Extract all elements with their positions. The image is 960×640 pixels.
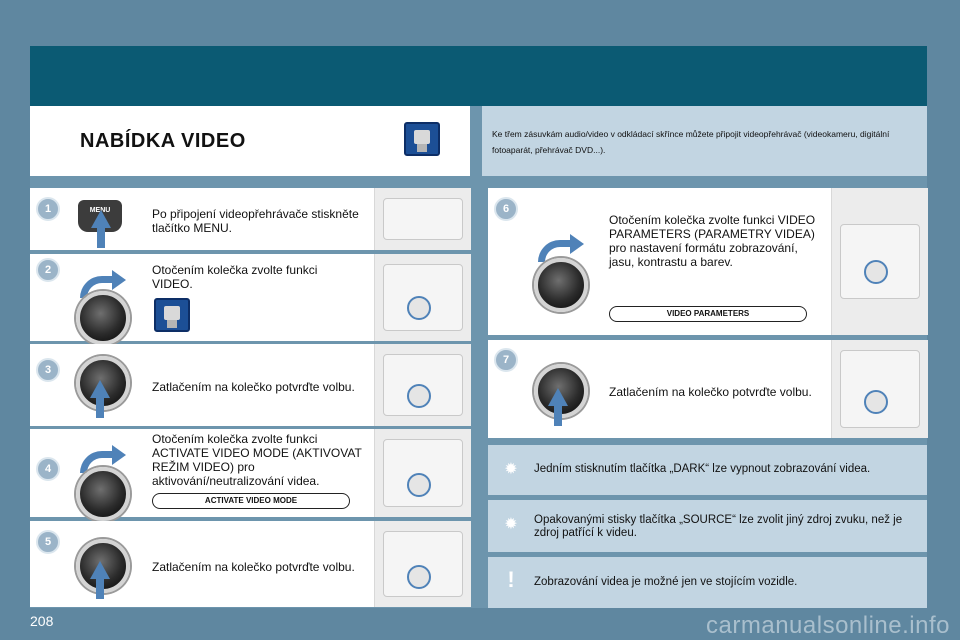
arrow-stem: [96, 396, 104, 418]
video-icon: [154, 298, 190, 332]
arrow-stem: [96, 577, 104, 599]
step-3: [30, 344, 470, 426]
panel-knob-highlight: [407, 565, 431, 589]
step-number: 3: [36, 358, 60, 382]
step-text: Zatlačením na kolečko potvrďte volbu.: [609, 385, 812, 399]
knob-icon: [534, 258, 588, 312]
note-dark: [488, 445, 927, 495]
step-number: 7: [494, 348, 518, 372]
note-text: Zobrazování videa je možné jen ve stojícím vozidle.: [534, 576, 798, 588]
note-text: Opakovanými stisky tlačítka „SOURCE“ lze zvolit jiný zdroj zvuku, než je zdroj patřící k videu.: [534, 514, 903, 539]
step-text: Otočením kolečka zvolte funkci ACTIVATE VIDEO MODE (AKTIVOVAT REŽIM VIDEO) pro aktivování/neutralizování videa.: [152, 432, 362, 488]
panel-knob-highlight: [407, 384, 431, 408]
step-number: 1: [36, 197, 60, 221]
step-text: Otočením kolečka zvolte funkci VIDEO.: [152, 263, 318, 291]
step-text: Po připojení videopřehrávače stiskněte tlačítko MENU.: [152, 207, 359, 235]
page-title: NABÍDKA VIDEO: [80, 130, 246, 152]
page-number: 208: [30, 613, 54, 629]
step-4: [30, 429, 470, 517]
control-panel-image: [374, 521, 471, 607]
panel-face: [383, 198, 463, 240]
arrow-stem: [97, 226, 105, 248]
panel-knob-highlight: [864, 260, 888, 284]
intro-text: Ke třem zásuvkám audio/video v odkládací skřínce můžete připojit videopřehrávač (videokameru, digitální fotoaparát, přehrávač DVD...).: [492, 129, 890, 155]
menu-button[interactable]: MENU: [78, 200, 122, 232]
exclamation-icon: !: [507, 567, 515, 592]
step-6: [488, 188, 927, 335]
knob-icon: [76, 467, 130, 521]
video-parameters-label: VIDEO PARAMETERS: [609, 306, 807, 322]
step-5: [30, 521, 470, 607]
step-number: 4: [36, 457, 60, 481]
knob-icon: [76, 291, 130, 345]
control-panel-image: [374, 254, 471, 341]
sun-icon: ✹: [504, 461, 518, 478]
step-7: [488, 340, 927, 438]
video-icon: [404, 122, 440, 156]
panel-face: [840, 350, 920, 428]
control-panel-image: [374, 429, 471, 517]
step-number: 5: [36, 530, 60, 554]
title-box: [30, 106, 470, 176]
step-number: 6: [494, 197, 518, 221]
panel-knob-highlight: [864, 390, 888, 414]
control-panel-image: [831, 340, 928, 438]
watermark: carmanualsonline.info: [706, 612, 950, 639]
step-number: 2: [36, 258, 60, 282]
note-text: Jedním stisknutím tlačítka „DARK“ lze vypnout zobrazování videa.: [534, 463, 871, 475]
step-1: [30, 188, 470, 250]
control-panel-image: [831, 188, 928, 335]
note-warning: [488, 557, 927, 608]
sun-icon: ✹: [504, 516, 518, 533]
panel-knob-highlight: [407, 473, 431, 497]
arrow-stem: [554, 404, 562, 426]
step-2: [30, 254, 470, 341]
note-source: [488, 500, 927, 552]
panel-knob-highlight: [407, 296, 431, 320]
step-text: Zatlačením na kolečko potvrďte volbu.: [152, 380, 355, 394]
header-band: [30, 46, 927, 106]
step-text: Otočením kolečka zvolte funkci VIDEO PARAMETERS (PARAMETRY VIDEA) pro nastavení formátu zobrazování, jasu, kontrastu a barev.: [609, 213, 816, 269]
control-panel-image: [374, 344, 471, 426]
control-panel-image: [374, 188, 471, 250]
activate-video-mode-label: ACTIVATE VIDEO MODE: [152, 493, 350, 509]
intro-box: [482, 106, 927, 176]
step-text: Zatlačením na kolečko potvrďte volbu.: [152, 560, 355, 574]
